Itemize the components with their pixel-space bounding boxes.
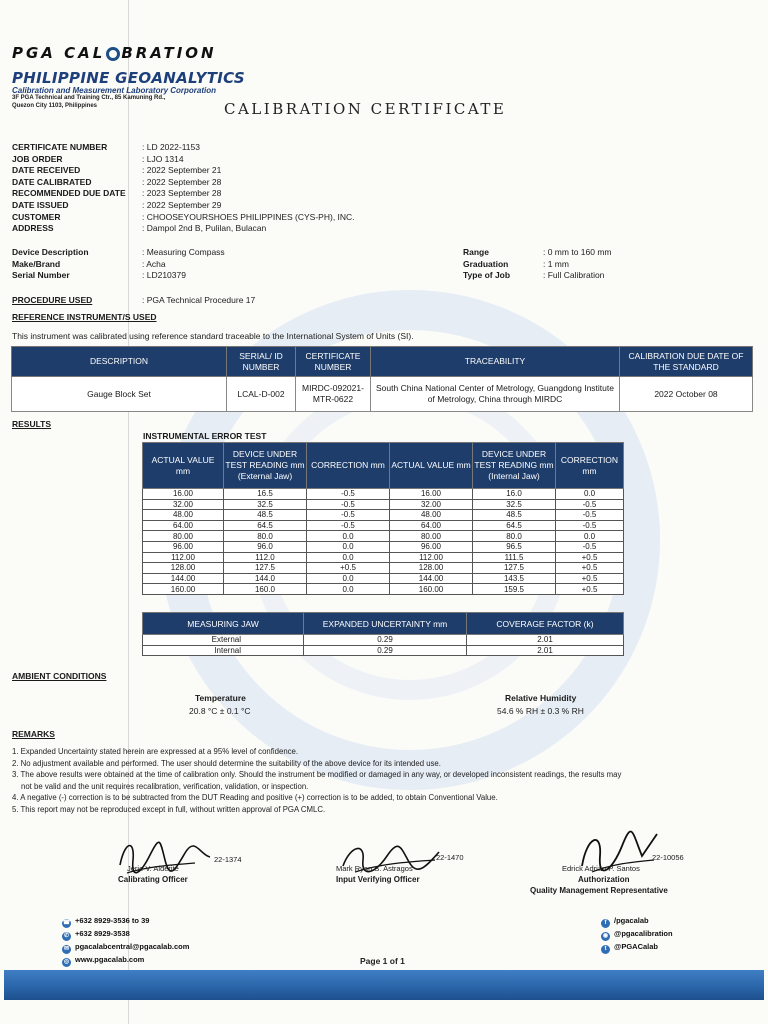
reference-table (11, 346, 753, 412)
table-row (143, 531, 624, 542)
error-table (142, 442, 624, 595)
err-cell: 159.5 (473, 584, 556, 595)
unc-cell: 2.01 (467, 645, 624, 656)
err-cell: -0.5 (556, 520, 624, 531)
detail-value: : LJO 1314 (142, 153, 184, 164)
ref-header-serial: SERIAL/ ID NUMBER (227, 347, 296, 377)
table-row (143, 499, 624, 510)
err-cell: -0.5 (556, 510, 624, 521)
footer-contacts (62, 915, 189, 967)
err-cell: 80.0 (224, 531, 307, 542)
social-instagram[interactable] (601, 928, 673, 941)
detail-label: DATE ISSUED (12, 199, 69, 210)
footer-band (4, 970, 764, 1000)
ref-header-description: DESCRIPTION (12, 347, 227, 377)
remark-item: 4. A negative (-) correction is to be subtracted from the DUT Reading and positive (+) correction is to be added, to obtain Conventional Value. (12, 793, 498, 802)
device-details-left (12, 242, 225, 281)
temperature-value: 20.8 °C ± 0.1 °C (189, 706, 251, 716)
facebook-icon: f (601, 919, 610, 928)
ambient-title: AMBIENT CONDITIONS (12, 671, 107, 681)
err-cell: 48.00 (390, 510, 473, 521)
company-name: PHILIPPINE GEOANALYTICS (12, 69, 246, 87)
err-cell: 144.00 (143, 573, 224, 584)
err-cell: 96.5 (473, 541, 556, 552)
reference-header-row (12, 347, 753, 377)
err-cell: 144.0 (224, 573, 307, 584)
error-test-title: INSTRUMENTAL ERROR TEST (143, 431, 267, 441)
uncertainty-table (142, 612, 624, 656)
err-cell: +0.5 (556, 573, 624, 584)
unc-header: COVERAGE FACTOR (k) (467, 613, 624, 635)
logo-globe-icon (106, 47, 120, 61)
detail-row (12, 195, 355, 210)
err-cell: 80.0 (473, 531, 556, 542)
err-cell: 128.00 (390, 563, 473, 574)
signatory-3-number: 22-10056 (652, 853, 684, 862)
err-header: DEVICE UNDER TEST READING mm (Internal Jaw) (473, 443, 556, 489)
social-twitter[interactable] (601, 941, 673, 954)
err-cell: 0.0 (307, 531, 390, 542)
contact-phone (62, 915, 189, 928)
err-header: DEVICE UNDER TEST READING mm (External Jaw) (224, 443, 307, 489)
humidity-label: Relative Humidity (505, 693, 577, 703)
err-cell: 128.00 (143, 563, 224, 574)
signatory-3-name: Edrick Adrian P. Santos (562, 864, 640, 873)
err-cell: 96.00 (143, 541, 224, 552)
detail-label: ADDRESS (12, 223, 54, 234)
fax-icon: ✆ (63, 933, 70, 939)
err-cell: 127.5 (473, 563, 556, 574)
detail-value: : Dampol 2nd B, Pulilan, Bulacan (142, 223, 267, 234)
err-cell: 64.00 (390, 520, 473, 531)
remarks-list (12, 746, 621, 815)
err-cell: -0.5 (556, 541, 624, 552)
detail-value: : 2022 September 28 (142, 176, 222, 187)
uncertainty-header-row (143, 613, 624, 635)
detail-row (12, 183, 355, 199)
device-value: : LD210379 (142, 270, 186, 281)
remark-item: 2. No adjustment available and performed. The user should determine the suitability of the above device for its intended use. (12, 758, 441, 768)
err-header: CORRECTION mm (556, 443, 624, 489)
certificate-details (12, 137, 355, 234)
contact-website-text: www.pgacalab.com (75, 955, 145, 964)
err-cell: 48.5 (473, 510, 556, 521)
device-value: : 1 mm (543, 258, 569, 269)
page-number: Page 1 of 1 (360, 956, 405, 966)
company-subtitle: Calibration and Measurement Laboratory Corporation (12, 86, 217, 95)
logo (12, 44, 217, 62)
signatory-3-role: Authorization (578, 875, 630, 884)
err-cell: 32.00 (143, 499, 224, 510)
temperature-label: Temperature (195, 693, 246, 703)
contact-fax (62, 928, 189, 941)
ref-cell: 2022 October 08 (620, 377, 753, 412)
unc-cell: Internal (143, 645, 304, 656)
err-cell: -0.5 (556, 499, 624, 510)
table-row (143, 552, 624, 563)
device-details-right (463, 242, 612, 281)
social-facebook[interactable] (601, 915, 673, 928)
err-cell: 48.00 (143, 510, 224, 521)
ref-cell: Gauge Block Set (12, 377, 227, 412)
device-row (12, 242, 225, 257)
detail-label: CERTIFICATE NUMBER (12, 142, 108, 152)
err-cell: +0.5 (307, 563, 390, 574)
err-cell: 0.0 (307, 573, 390, 584)
device-label: Device Description (12, 247, 89, 257)
remark-item: 3. The above results were obtained at the time of calibration only. Should the instrument be modified or damaged in any way, or developed inconsistent readings, the results may (12, 770, 622, 779)
err-cell: 48.5 (224, 510, 307, 521)
table-row (143, 635, 624, 646)
device-value: : 0 mm to 160 mm (543, 247, 612, 257)
detail-row (12, 160, 355, 176)
err-cell: 144.00 (390, 573, 473, 584)
detail-value: : 2023 September 28 (142, 188, 222, 199)
device-row (463, 242, 612, 257)
detail-label: JOB ORDER (12, 153, 63, 164)
err-cell: +0.5 (556, 552, 624, 563)
detail-row (12, 149, 355, 164)
err-cell: -0.5 (307, 510, 390, 521)
device-value: : Acha (142, 258, 166, 269)
twitter-icon: t (601, 945, 610, 954)
unc-header: EXPANDED UNCERTAINTY mm (304, 613, 467, 635)
err-cell: 0.0 (307, 584, 390, 595)
table-row (143, 510, 624, 521)
device-label: Graduation (463, 258, 509, 269)
instagram-icon: ◉ (602, 933, 609, 939)
signatory-2-name: Mark Ryan S. Astragos (336, 864, 413, 873)
email-icon: ✉ (63, 946, 70, 952)
detail-value: : 2022 September 21 (142, 165, 222, 176)
device-label: Serial Number (12, 270, 70, 281)
err-cell: 111.5 (473, 552, 556, 563)
err-cell: 112.0 (224, 552, 307, 563)
err-cell: 127.5 (224, 563, 307, 574)
remark-item: not be valid and the unit requires recalibration, verification, validation, or inspection. (21, 781, 309, 791)
ref-cell: South China National Center of Metrology, Guangdong Institute of Metrology, China through MIRDC (371, 377, 620, 412)
ref-cell: LCAL-D-002 (227, 377, 296, 412)
device-value: : Measuring Compass (142, 247, 225, 257)
detail-label: RECOMMENDED DUE DATE (12, 188, 126, 199)
detail-row (12, 207, 355, 222)
device-value: : Full Calibration (543, 270, 605, 281)
table-row (12, 377, 753, 412)
social-instagram-text: @pgacalibration (614, 929, 673, 938)
table-row (143, 563, 624, 574)
address-line-2: Quezon City 1103, Philippines (12, 103, 98, 109)
unc-header: MEASURING JAW (143, 613, 304, 635)
detail-value: : CHOOSEYOURSHOES PHILIPPINES (CYS-PH), INC. (142, 211, 355, 222)
results-title: RESULTS (12, 419, 52, 429)
err-cell: 160.00 (390, 584, 473, 595)
err-cell: 143.5 (473, 573, 556, 584)
err-cell: +0.5 (556, 563, 624, 574)
signatory-1-role: Calibrating Officer (118, 875, 188, 884)
table-row (143, 584, 624, 595)
detail-row (12, 172, 355, 187)
ref-header-certificate: CERTIFICATE NUMBER (296, 347, 371, 377)
table-row (143, 520, 624, 531)
err-cell: 80.00 (143, 531, 224, 542)
err-cell: 32.5 (473, 499, 556, 510)
err-cell: 0.0 (307, 541, 390, 552)
remarks-title: REMARKS (12, 729, 55, 739)
err-cell: 64.5 (224, 520, 307, 531)
signature-1-image (115, 835, 215, 880)
contact-email[interactable] (62, 941, 189, 954)
detail-label: CUSTOMER (12, 211, 61, 222)
device-row (463, 265, 612, 281)
signatory-2-role: Input Verifying Officer (336, 875, 420, 884)
error-table-body (143, 489, 624, 595)
err-cell: 112.00 (390, 552, 473, 563)
procedure-row (12, 290, 255, 308)
err-cell: 0.0 (556, 531, 624, 542)
table-row (143, 489, 624, 500)
footer-social (601, 915, 673, 954)
table-row (143, 573, 624, 584)
detail-label: DATE RECEIVED (12, 165, 81, 176)
error-header-row (143, 443, 624, 489)
phone-icon: ☎ (62, 920, 71, 926)
err-header: ACTUAL VALUE mm (143, 443, 224, 489)
signatory-1-name: Jerie V. Alderite (127, 864, 179, 873)
err-cell: -0.5 (307, 520, 390, 531)
logo-left-text: PGA CAL (12, 44, 106, 62)
unc-cell: 0.29 (304, 635, 467, 646)
ref-header-traceability: TRACEABILITY (371, 347, 620, 377)
social-facebook-text: /pgacalab (614, 916, 649, 925)
contact-website[interactable] (62, 954, 189, 967)
err-cell: 80.00 (390, 531, 473, 542)
detail-row (12, 137, 355, 152)
signatory-1-number: 22-1374 (214, 855, 242, 864)
remark-item: 5. This report may not be reproduced except in full, without written approval of PGA CMLC. (12, 804, 326, 814)
unc-cell: 2.01 (467, 635, 624, 646)
table-row (143, 645, 624, 656)
device-label: Range (463, 247, 489, 257)
ref-cell: MIRDC-092021-MTR-0622 (296, 377, 371, 412)
device-label: Make/Brand (12, 258, 61, 269)
reference-title: REFERENCE INSTRUMENT/S USED (12, 312, 157, 322)
err-cell: 96.00 (390, 541, 473, 552)
signatory-3-role-2: Quality Management Representative (530, 886, 668, 895)
page-title: CALIBRATION CERTIFICATE (224, 100, 507, 118)
table-row (143, 541, 624, 552)
contact-fax-text: +632 8929-3538 (75, 929, 130, 938)
err-cell: 160.00 (143, 584, 224, 595)
device-row (12, 265, 225, 281)
err-cell: 0.0 (556, 489, 624, 500)
contact-email-text: pgacalabcentral@pgacalab.com (75, 942, 190, 951)
err-cell: 16.00 (390, 489, 473, 500)
err-cell: 16.00 (143, 489, 224, 500)
err-cell: 16.5 (224, 489, 307, 500)
reference-note: This instrument was calibrated using reference standard traceable to the International System of Units (SI). (12, 331, 414, 341)
unc-cell: External (143, 635, 304, 646)
err-cell: 32.5 (224, 499, 307, 510)
social-twitter-text: @PGACalab (614, 942, 658, 951)
unc-cell: 0.29 (304, 645, 467, 656)
err-cell: 160.0 (224, 584, 307, 595)
err-cell: 32.00 (390, 499, 473, 510)
procedure-label: PROCEDURE USED (12, 295, 93, 305)
logo-right-text: BRATION (121, 44, 217, 62)
humidity-value: 54.6 % RH ± 0.3 % RH (497, 706, 584, 716)
err-cell: 64.00 (143, 520, 224, 531)
remark-item: 1. Expanded Uncertainty stated herein are expressed at a 95% level of confidence. (12, 747, 299, 756)
contact-phone-text: +632 8929-3536 to 39 (75, 916, 150, 925)
err-cell: 64.5 (473, 520, 556, 531)
err-cell: 0.0 (307, 552, 390, 563)
ref-header-due-date: CALIBRATION DUE DATE OF THE STANDARD (620, 347, 753, 377)
detail-value: : LD 2022-1153 (142, 142, 200, 152)
procedure-value: : PGA Technical Procedure 17 (142, 295, 256, 305)
detail-value: : 2022 September 29 (142, 199, 222, 210)
err-cell: -0.5 (307, 489, 390, 500)
err-cell: 16.0 (473, 489, 556, 500)
err-header: ACTUAL VALUE mm (390, 443, 473, 489)
err-header: CORRECTION mm (307, 443, 390, 489)
globe-icon: ◎ (63, 959, 70, 965)
detail-label: DATE CALIBRATED (12, 176, 92, 187)
err-cell: +0.5 (556, 584, 624, 595)
signatory-2-number: 22-1470 (436, 853, 464, 862)
err-cell: 112.00 (143, 552, 224, 563)
err-cell: -0.5 (307, 499, 390, 510)
address-line-1: 3F PGA Technical and Training Ctr., 85 Kamuning Rd., (12, 95, 166, 101)
device-label: Type of Job (463, 270, 511, 281)
err-cell: 96.0 (224, 541, 307, 552)
